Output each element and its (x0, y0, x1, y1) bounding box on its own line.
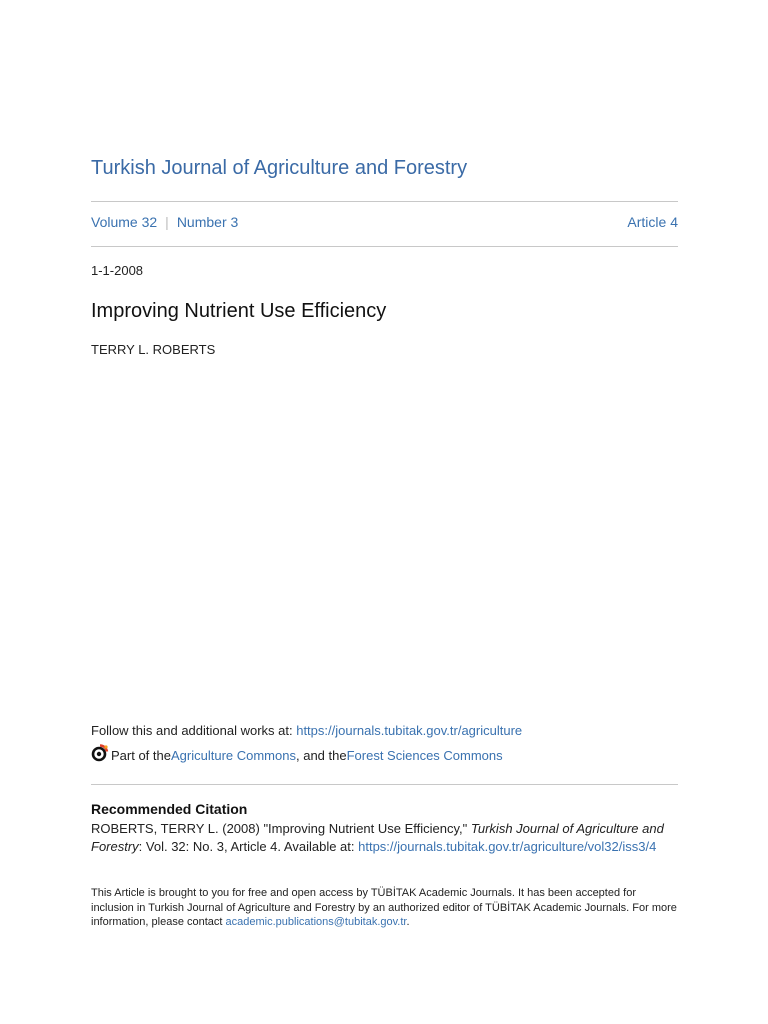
article-link[interactable]: Article 4 (627, 214, 678, 230)
agriculture-commons-link[interactable]: Agriculture Commons (170, 747, 296, 763)
access-note (91, 886, 678, 930)
issue-bar (91, 214, 678, 230)
volume-link[interactable]: Volume 32 (91, 214, 158, 230)
citation-url-link[interactable]: https://journals.tubitak.gov.tr/agriculture/vol32/iss3/4 (358, 838, 657, 854)
part-of-prefix: Part of the (111, 747, 171, 763)
divider-bottom (91, 784, 678, 785)
citation-journal: Turkish Journal of Agriculture and Forestry (91, 821, 664, 854)
number-link[interactable]: Number 3 (176, 214, 239, 230)
follow-url-link[interactable]: https://journals.tubitak.gov.tr/agriculture (296, 723, 523, 738)
forest-sciences-commons-link[interactable]: Forest Sciences Commons (346, 747, 503, 763)
citation-before: ROBERTS, TERRY L. (2008) "Improving Nutrient Use Efficiency," (91, 821, 471, 836)
part-of-line (91, 746, 503, 764)
cover-page (91, 0, 678, 1024)
follow-prefix: Follow this and additional works at: (91, 723, 297, 738)
divider-top (91, 201, 678, 202)
article-author: TERRY L. ROBERTS (91, 342, 216, 357)
follow-line (91, 723, 522, 738)
access-note-text: This Article is brought to you for free and open access by TÜBİTAK Academic Journals. It has been accepted for inclusion in Turkish Journal of Agriculture and Forestry by an authorized editor of TÜBİTAK Academic Journals. For more information, please contact (91, 887, 677, 929)
part-of-middle: , and the (295, 747, 347, 763)
journal-title-link[interactable]: Turkish Journal of Agriculture and Forestry (91, 157, 468, 179)
network-commons-icon (91, 744, 109, 762)
article-title: Improving Nutrient Use Efficiency (91, 300, 387, 322)
divider-middle (91, 246, 678, 247)
citation-after: : Vol. 32: No. 3, Article 4. Available at: (138, 838, 359, 854)
recommended-citation-heading: Recommended Citation (91, 801, 248, 817)
publication-date: 1-1-2008 (91, 263, 144, 278)
issue-separator: | (165, 214, 169, 230)
access-note-end: . (406, 916, 410, 929)
contact-email-link[interactable]: academic.publications@tubitak.gov.tr (225, 916, 407, 929)
citation-text (91, 820, 678, 855)
